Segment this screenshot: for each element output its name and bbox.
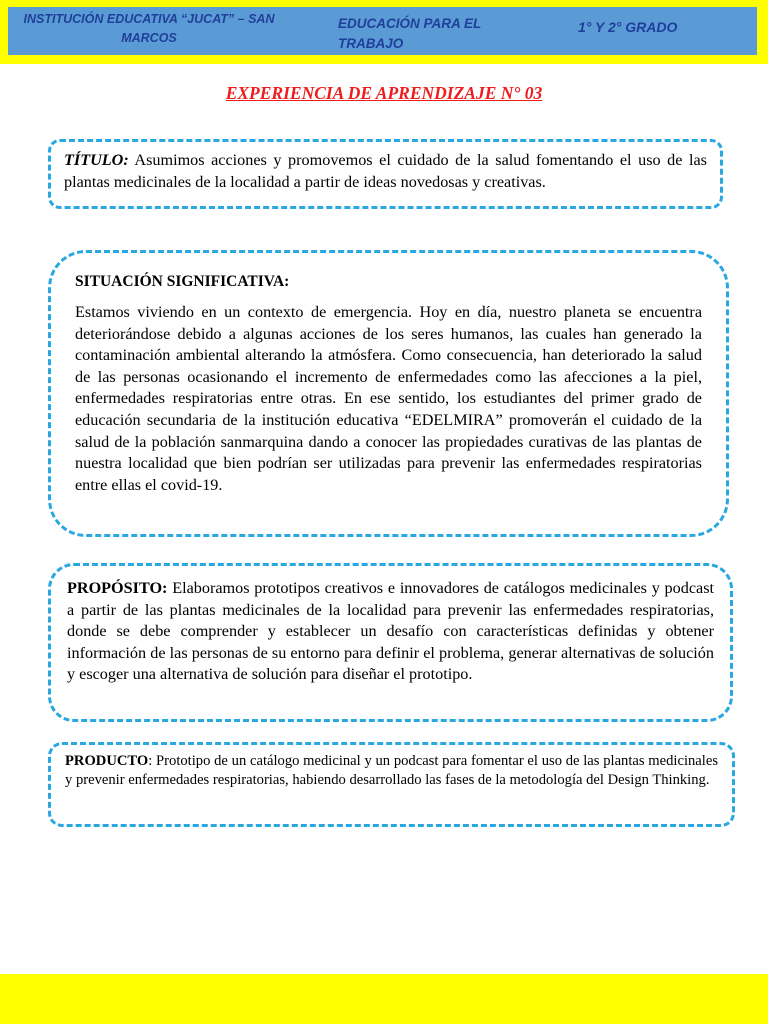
- grade-level: 1° Y 2° GRADO: [578, 19, 678, 35]
- situacion-box: [48, 250, 729, 537]
- proposito-box: [48, 563, 733, 722]
- producto-label: PRODUCTO: [65, 753, 149, 769]
- experience-title: EXPERIENCIA DE APRENDIZAJE N° 03: [225, 83, 543, 103]
- header-band: [0, 0, 768, 64]
- proposito-text: Elaboramos prototipos creativos e innovadores de catálogos medicinales y podcast a partir de las plantas medicinales de la localidad para prevenir las enfermedades respiratorias, donde se debe comprender y establecer un desafío con características definidas y obtener información de las personas de su entorno para definir el problema, generar alternativas de solución y escoger una alternativa de solución para diseñar el prototipo.: [67, 579, 714, 684]
- titulo-text: Asumimos acciones y promovemos el cuidado de la salud fomentando el uso de las plantas medicinales de la localidad a partir de ideas novedosas y creativas.: [64, 151, 707, 191]
- titulo-label: TÍTULO:: [64, 151, 129, 169]
- school-name: INSTITUCIÓN EDUCATIVA “JUCAT” – SAN MARCOS: [23, 12, 275, 45]
- titulo-box: [48, 139, 723, 209]
- header-banner: [8, 7, 757, 55]
- situacion-label: SITUACIÓN SIGNIFICATIVA:: [75, 273, 290, 290]
- producto-box: [48, 742, 735, 827]
- proposito-label: PROPÓSITO:: [67, 579, 168, 597]
- course-name: EDUCACIÓN PARA EL TRABAJO: [338, 16, 482, 51]
- situacion-text: Estamos viviendo en un contexto de emergencia. Hoy en día, nuestro planeta se encuentra deteriorándose debido a algunas acciones de los seres humanos, las cuales han generado la contaminación ambiental alterando la atmósfera. Como consecuencia, han deteriorado la salud de las personas ocasionando el incremento de enfermedades como las afecciones a la piel, enfermedades respiratorias entre otras. En ese sentido, los estudiantes del primer grado de educación secundaria de la institución educativa “EDELMIRA” promoverán el cuidado de la salud de la población sanmarquina dando a conocer las propiedades curativas de las plantas de nuestra localidad que bien podrían ser utilizadas para prevenir las enfermedades respiratorias entre ellas el covid-19.: [75, 303, 702, 494]
- footer-band: [0, 974, 768, 1024]
- producto-text: : Prototipo de un catálogo medicinal y un podcast para fomentar el uso de las plantas medicinales y prevenir enfermedades respiratorias, habiendo desarrollado las fases de la metodología del Design Thinking.: [65, 753, 718, 788]
